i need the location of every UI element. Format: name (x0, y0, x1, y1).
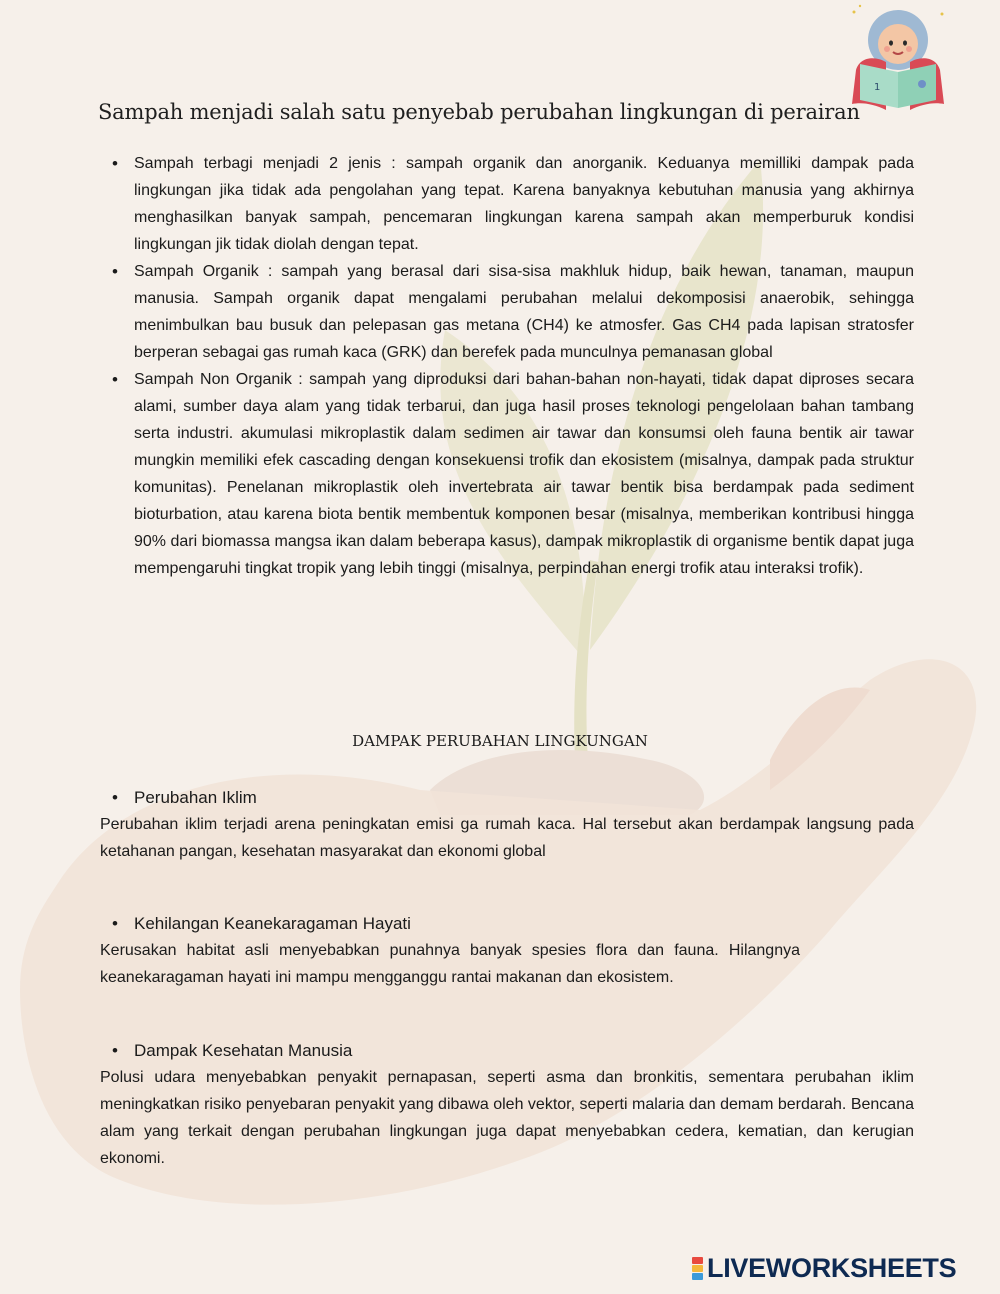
impact-text: Kerusakan habitat asli menyebabkan punahnya banyak spesies flora dan fauna. Hilangnya keanekaragaman hayati ini mampu mengganggu rantai makanan dan ekosistem. (100, 942, 800, 986)
liveworksheets-logo[interactable] (692, 1252, 956, 1284)
bullet-sampah-non-organik: • Sampah Non Organik : sampah yang diproduksi dari bahan-bahan non-hayati, tidak dapat diproses secara alami, sumber daya alam yang tidak terbarui, dan juga hasil proses teknologi pengelolaan bahan tambang serta industri. akumulasi mikroplastik dalam sedimen air tawar dan konsumsi oleh fauna bentik air tawar mungkin memiliki efek cascading dengan konsekuensi trofik dan ekosistem (misalnya, dampak pada struktur komunitas). Penelanan mikroplastik oleh invertebrata air tawar bentik bisa berdampak pada sediment bioturbation, atau karena biota bentik membentuk komponen besar (misalnya, memberikan kontribusi hingga 90% dari biomassa mangsa ikan dalam beberapa kasus), dampak mikroplastik di organisme bentik dapat juga mempengaruhi tingkat tropik yang lebih tinggi (misalnya, perpindahan energi trofik atau interaksi trofik). (134, 366, 914, 582)
bullet-sampah-organik: • Sampah Organik : sampah yang berasal dari sisa-sisa makhluk hidup, baik hewan, tanaman, maupun manusia. Sampah organik dapat mengalami perubahan melalui dekomposisi anaerobik, sehingga menimbulkan bau busuk dan pelepasan gas metana (CH4) ke atmosfer. Gas CH4 pada lapisan stratosfer berperan sebagai gas rumah kaca (GRK) dan berefek pada munculnya pemanasan global (134, 258, 914, 366)
impact-label: • Kehilangan Keanekaragaman Hayati (134, 910, 914, 937)
waste-bullet-list (134, 150, 914, 582)
bullet-jenis-sampah: • Sampah terbagi menjadi 2 jenis : sampah organik dan anorganik. Keduanya memilliki dampak pada lingkungan jika tidak ada pengolahan yang tepat. Karena banyaknya kebutuhan manusia yang akhirnya menghasilkan banyak sampah, pencemaran lingkungan karena sampah akan memperburuk kondisi lingkungan jik tidak diolah dengan tepat. (134, 150, 914, 258)
impact-item-kesehatan (100, 1037, 914, 1172)
page-title: Sampah menjadi salah satu penyebab perubahan lingkungan di perairan (98, 100, 860, 124)
logo-mark-icon (692, 1257, 703, 1280)
reading-girl-icon (846, 0, 956, 112)
section-heading: DAMPAK PERUBAHAN LINGKUNGAN (352, 732, 648, 750)
impact-text: Polusi udara menyebabkan penyakit pernapasan, seperti asma dan bronkitis, sementara perubahan iklim meningkatkan risiko penyebaran penyakit yang dibawa oleh vektor, seperti malaria dan demam berdarah. Bencana alam yang terkait dengan perubahan lingkungan juga dapat menyebabkan cedera, kematian, dan kerugian ekonomi. (100, 1069, 914, 1167)
impact-label: • Dampak Kesehatan Manusia (134, 1037, 914, 1064)
svg-text:1: 1 (874, 82, 881, 93)
impact-item-iklim (100, 784, 914, 865)
impact-item-keanekaragaman (100, 910, 914, 991)
impact-text: Perubahan iklim terjadi arena peningkatan emisi ga rumah kaca. Hal tersebut akan berdampak langsung pada ketahanan pangan, kesehatan masyarakat dan ekonomi global (100, 816, 914, 860)
impact-label: • Perubahan Iklim (134, 784, 914, 811)
logo-text: LIVEWORKSHEETS (707, 1252, 957, 1283)
